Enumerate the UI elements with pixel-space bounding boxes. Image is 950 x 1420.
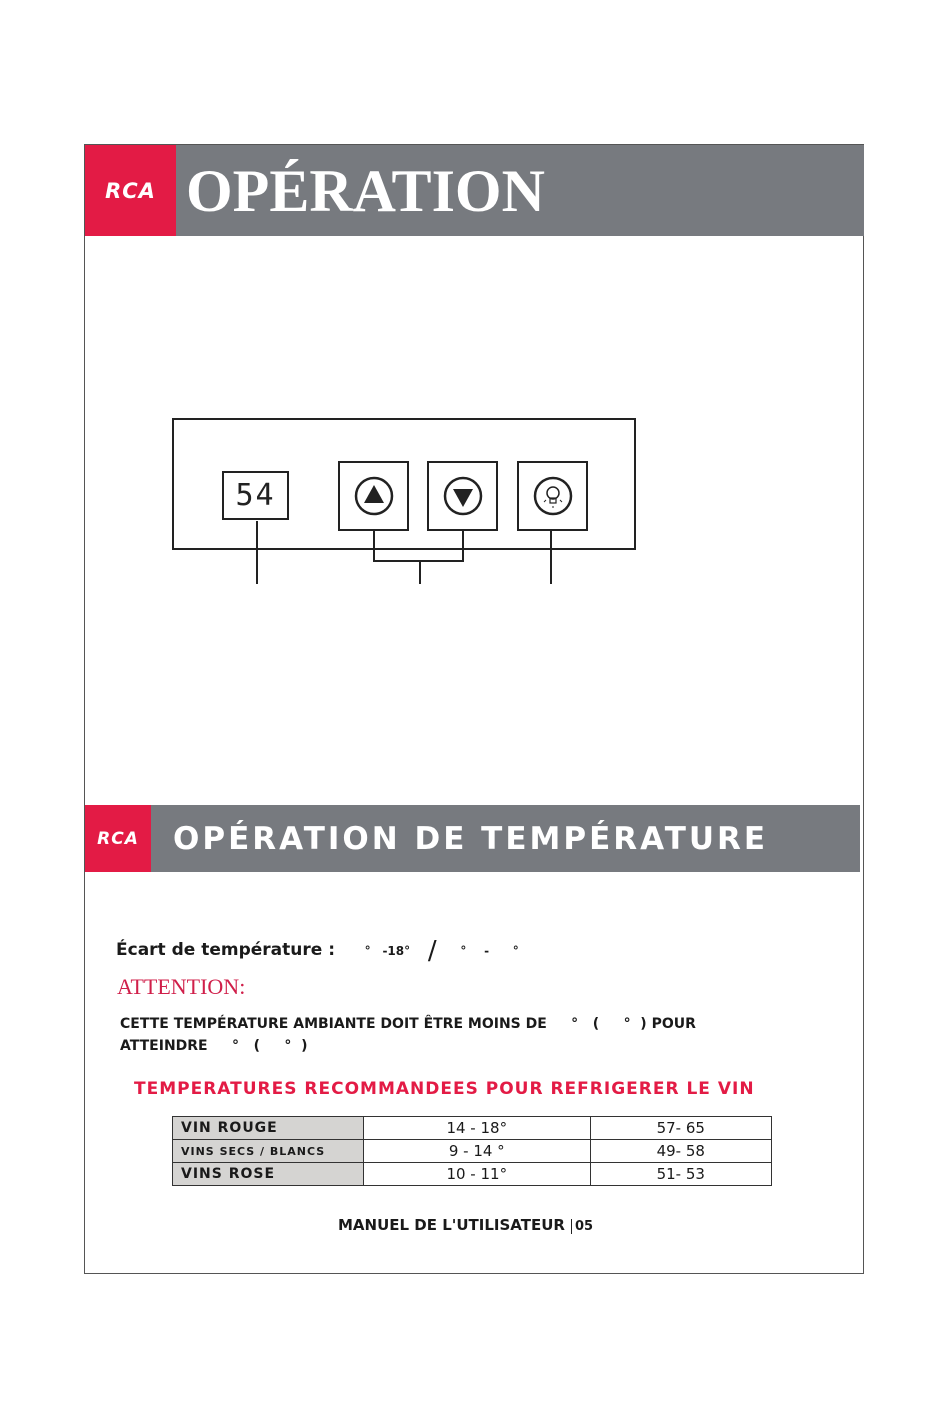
rca-logo-small — [85, 805, 151, 872]
callout-lines — [0, 0, 950, 600]
recommended-title: TEMPERATURES RECOMMANDEES POUR REFRIGERER LE VIN — [134, 1079, 755, 1099]
warning-text — [120, 1013, 696, 1057]
celsius-value: 14 - 18° — [364, 1117, 591, 1140]
wine-name: VINS SECS / BLANCS — [173, 1140, 364, 1163]
range-value: ° — [460, 944, 467, 958]
attention-heading: ATTENTION: — [117, 974, 246, 999]
range-value: - — [484, 944, 490, 958]
wine-name: VINS ROSE — [173, 1163, 364, 1186]
warning-line: ATTEINDRE ° ( ° ) — [120, 1038, 308, 1054]
range-label: Écart de température : — [116, 940, 335, 960]
warning-line: CETTE TEMPÉRATURE AMBIANTE DOIT ÊTRE MOINS DE ° ( ° ) POUR — [120, 1016, 696, 1032]
range-value: -18° — [382, 944, 411, 958]
footer-label: MANUEL DE L'UTILISATEUR — [338, 1216, 565, 1234]
page-footer — [338, 1216, 593, 1234]
table-row — [173, 1163, 772, 1186]
fahrenheit-value: 49- 58 — [590, 1140, 771, 1163]
temperature-display: 54 — [222, 471, 289, 520]
rca-logo-text: RCA — [105, 178, 156, 203]
range-slash: / — [427, 936, 437, 966]
fahrenheit-value: 51- 53 — [590, 1163, 771, 1186]
rca-logo-text: RCA — [97, 828, 139, 849]
range-value: ° — [512, 944, 519, 958]
fahrenheit-value: 57- 65 — [590, 1117, 771, 1140]
table-row — [173, 1140, 772, 1163]
celsius-value: 10 - 11° — [364, 1163, 591, 1186]
wine-name: VIN ROUGE — [173, 1117, 364, 1140]
temperature-range — [116, 936, 519, 966]
range-value: ° — [364, 944, 371, 958]
wine-temperature-table — [172, 1116, 772, 1186]
section-title: OPÉRATION DE TEMPÉRATURE — [173, 821, 769, 857]
celsius-value: 9 - 14 ° — [364, 1140, 591, 1163]
page-title: OPÉRATION — [186, 158, 545, 224]
temperature-header — [85, 805, 860, 872]
page-number: 05 — [571, 1219, 593, 1234]
table-row — [173, 1117, 772, 1140]
